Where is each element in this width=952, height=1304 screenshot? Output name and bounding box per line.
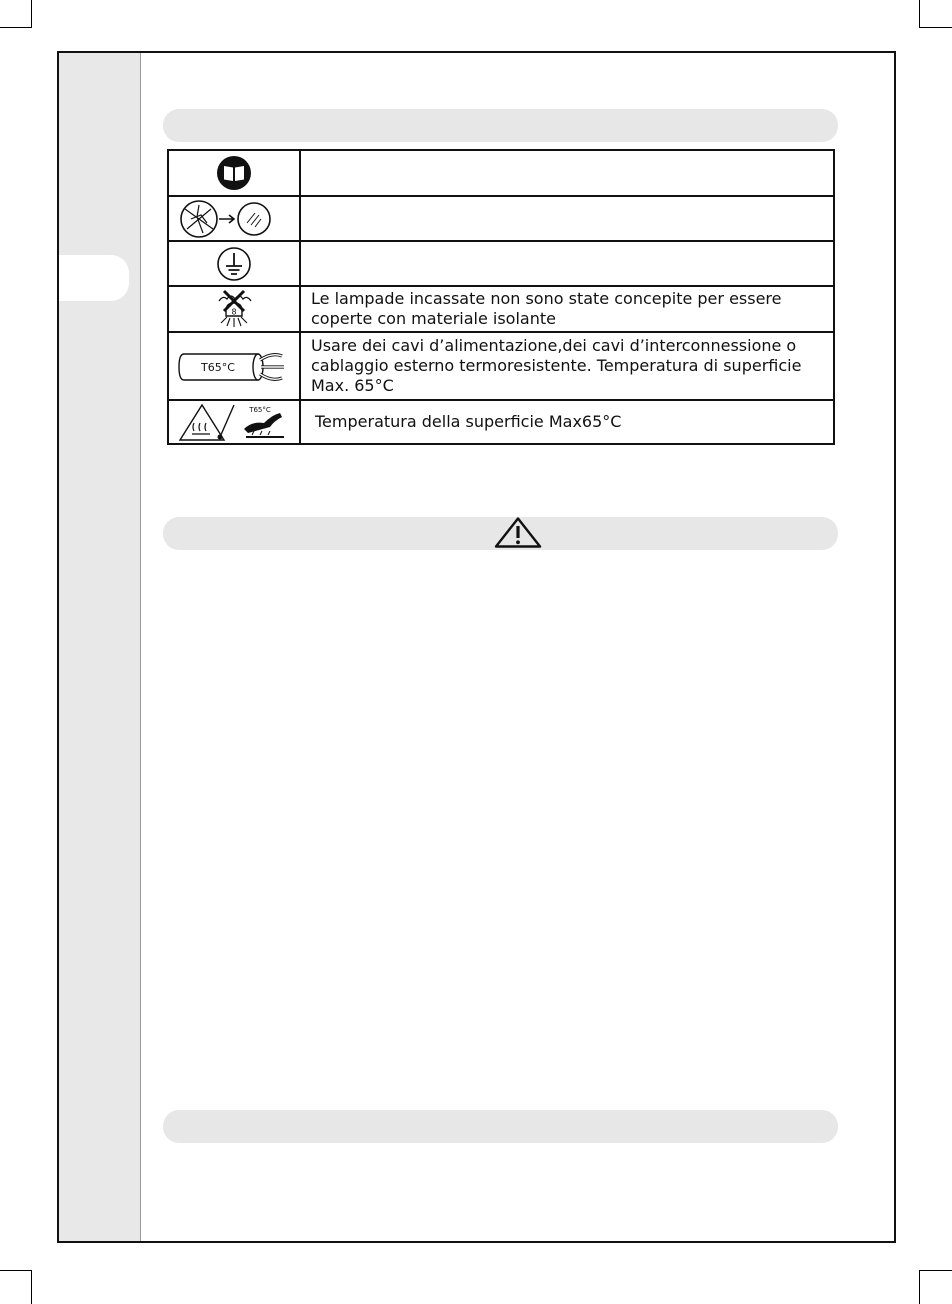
icon-label: T65°C [201, 361, 235, 374]
hot-surface-icon [176, 401, 292, 443]
table-row [168, 400, 834, 444]
icon-cell [168, 241, 300, 286]
svg-text:8: 8 [231, 307, 237, 317]
crop-mark [919, 1270, 920, 1304]
crop-mark [31, 1270, 32, 1304]
crop-mark [0, 27, 32, 28]
protective-earth-icon [216, 246, 252, 282]
icon-cell [168, 196, 300, 241]
icon-cell [168, 400, 300, 444]
table-row [168, 286, 834, 332]
section-bar-symbols [163, 109, 838, 142]
icon-cell [168, 286, 300, 332]
row-text [300, 150, 834, 196]
row-text: Temperatura della superficie Max65°C [300, 400, 834, 444]
heat-resistant-cable-icon [178, 346, 290, 386]
symbols-table [167, 149, 835, 445]
row-text [300, 196, 834, 241]
side-tab [59, 255, 129, 301]
icon-cell [168, 332, 300, 400]
crop-mark [919, 1270, 952, 1271]
crop-mark [0, 1270, 32, 1271]
side-strip [59, 53, 141, 1241]
row-text: Usare dei cavi d’alimentazione,dei cavi d’interconnessione o cablaggio esterno termoresistente. Temperatura di superficie Max. 65°C [300, 332, 834, 400]
section-bar-warning [163, 517, 838, 550]
warning-icon [494, 517, 542, 548]
row-text: Le lampade incassate non sono state concepite per essere coperte con materiale isolante [300, 286, 834, 332]
crop-mark [919, 27, 952, 28]
table-row [168, 196, 834, 241]
table-row [168, 332, 834, 400]
icon-label: T65°C [249, 406, 271, 414]
crop-mark [919, 0, 920, 28]
icon-cell [168, 150, 300, 196]
section-bar-footer [163, 1110, 838, 1143]
table-row [168, 150, 834, 196]
table-row [168, 241, 834, 286]
read-manual-icon [216, 155, 252, 191]
crop-mark [31, 0, 32, 28]
row-text [300, 241, 834, 286]
no-insulation-cover-icon [211, 289, 257, 329]
replace-broken-glass-icon [179, 199, 289, 239]
